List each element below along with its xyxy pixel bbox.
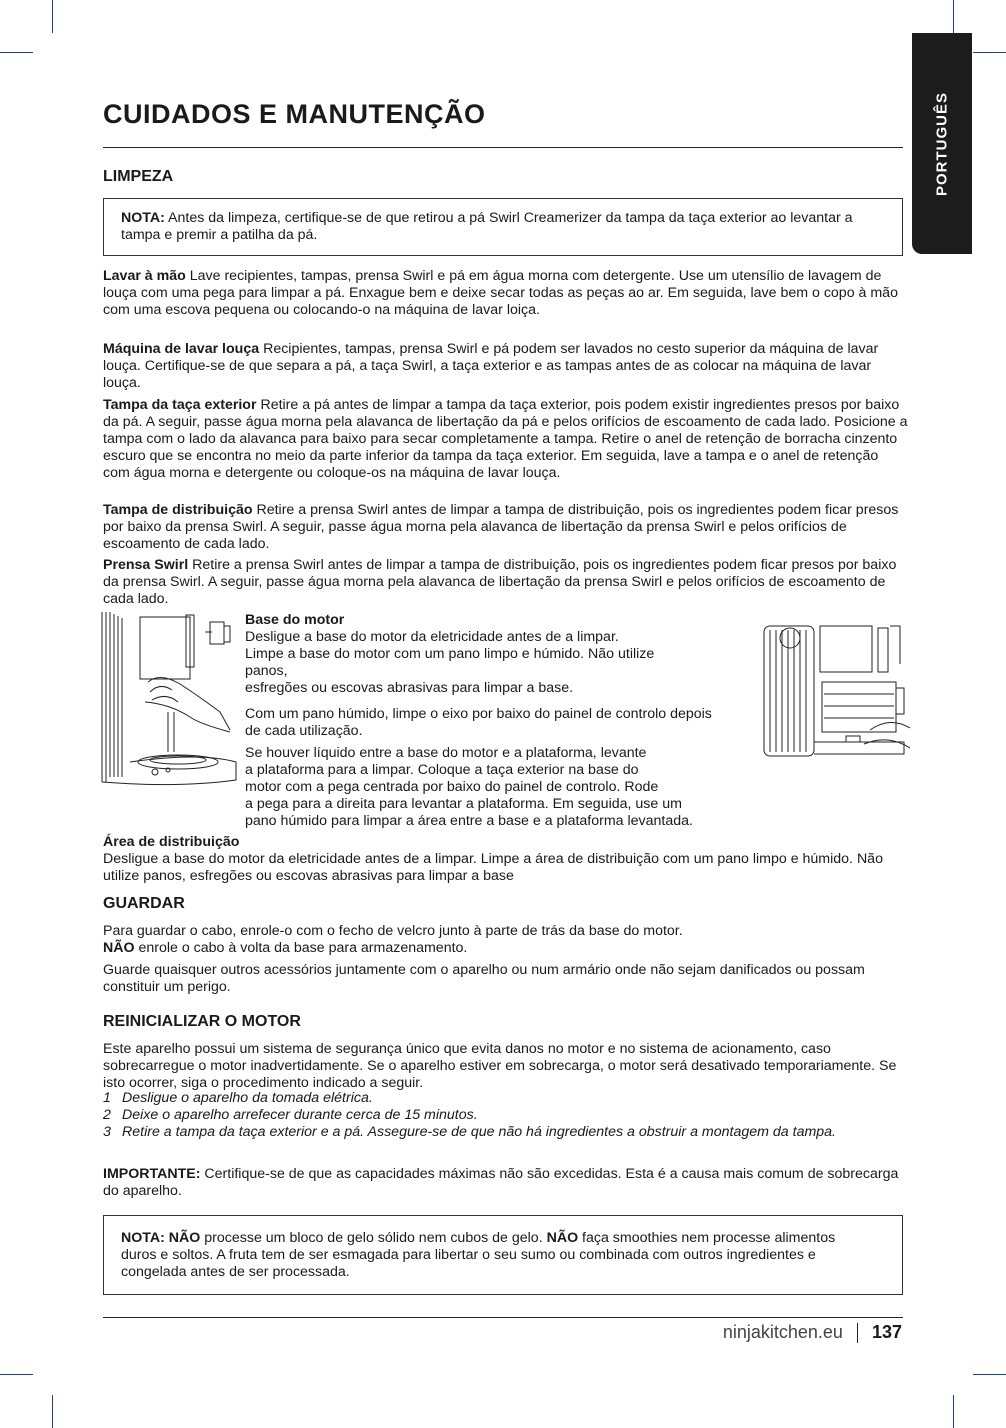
page-title: CUIDADOS E MANUTENÇÃO (103, 99, 486, 129)
note-box (103, 198, 903, 256)
paragraph-base-1: Desligue a base do motor da eletricidade antes de a limpar. Limpe a base do motor com um pano limpo e húmido. Não utilize panos, esfregões ou escovas abrasivas para limpar a base. (245, 629, 655, 696)
illustration-motor-base-right (760, 624, 910, 764)
note-box-2 (103, 1215, 903, 1295)
crop-mark (0, 1374, 33, 1375)
paragraph-lavar: Lavar à mão Lave recipientes, tampas, prensa Swirl e pá em água morna com detergente. Use um utensílio de lavagem de louça com uma pega para limpar a pá. Enxague bem e deixe secar todas as peças ao ar. Em seguida, lave bem o copo à mão com uma escova pequena ou colocando-o na máquina de lavar loiça. (103, 268, 898, 318)
crop-mark (52, 0, 53, 33)
crop-mark (953, 1395, 954, 1428)
title-rule (103, 147, 903, 148)
paragraph-guardar-2: Guarde quaisquer outros acessórios juntamente com o aparelho ou num armário onde não sejam danificados ou possam constituir um perigo. (103, 962, 865, 995)
paragraph-tampa: Tampa da taça exterior Retire a pá antes de limpar a tampa da taça exterior, pois podem existir ingredientes presos por baixo da pá. A seguir, passe água morna pela alavanca de libertação da pá e pelos orifícios de escoamento de cada lado. Posicione a tampa com o lado da alavanca para baixo para secar completamente a tampa. Retire o anel de retenção de borracha cinzento escuro que se encontra no meio da parte inferior da tampa da taça exterior. Em seguida, lave a tampa e o anel de retenção com água morna e detergente ou coloque-os na máquina de lavar louça. (103, 397, 908, 481)
footer-separator (857, 1323, 858, 1343)
crop-mark (973, 1374, 1006, 1375)
footer-site: ninjakitchen.eu (722, 1322, 843, 1342)
steps-list: 1 Desligue o aparelho da tomada elétrica. 2 Deixe o aparelho arrefecer durante cerca de 15 minutos. 3 Retire a tampa da taça exterior e a pá. Assegure-se de que não há ingredientes a obstruir a montagem da tampa. (103, 1090, 837, 1140)
footer (723, 1322, 902, 1343)
subheading-area-distribuicao: Área de distribuição (103, 834, 240, 850)
note-text-2: NOTA: NÃO processe um bloco de gelo sólido nem cubos de gelo. NÃO faça smoothies nem processe alimentos duros e soltos. A fruta tem de ser esmagada para libertar o seu sumo ou combinada com outros ingredientes e congelada antes de ser processada. (121, 1230, 836, 1280)
section-heading-limpeza: LIMPEZA (103, 168, 174, 185)
crop-mark (52, 1395, 53, 1428)
language-tab-label: PORTUGUÊS (933, 91, 951, 196)
paragraph-maquina: Máquina de lavar louça Recipientes, tampas, prensa Swirl e pá podem ser lavados no cesto superior da máquina de lavar louça. Certifique-se de que separa a pá, a taça Swirl, a taça exterior e as tampas antes de as colocar na máquina de lavar louça. (103, 341, 879, 391)
paragraph-base-3: Se houver líquido entre a base do motor e a plataforma, levante a plataforma para a limpar. Coloque a taça exterior na base do motor com a pega centrada por baixo do painel de controlo. Rode a pega para a direita para levantar a plataforma. Em seguida, use um pano húmido para limpar a área entre a base e a plataforma levantada. (245, 745, 693, 829)
paragraph-importante: IMPORTANTE: Certifique-se de que as capacidades máximas não são excedidas. Esta é a causa mais comum de sobrecarga do aparelho. (103, 1166, 899, 1199)
footer-rule (103, 1317, 903, 1318)
section-heading-reinicializar: REINICIALIZAR O MOTOR (103, 1013, 301, 1030)
paragraph-area: Desligue a base do motor da eletricidade antes de a limpar. Limpe a área de distribuição com um pano limpo e húmido. Não utilize panos, esfregões ou escovas abrasivas para limpar a base (103, 851, 883, 884)
section-heading-guardar: GUARDAR (103, 895, 185, 912)
paragraph-reinicializar: Este aparelho possui um sistema de segurança único que evita danos no motor e no sistema de acionamento, caso sobrecarregue o motor inadvertidamente. Se o aparelho estiver em sobrecarga, o motor será desativado temporariamente. Se isto ocorrer, siga o procedimento indicado a seguir. (103, 1041, 897, 1091)
paragraph-distribuicao: Tampa de distribuição Retire a prensa Swirl antes de limpar a tampa de distribuição, pois os ingredientes podem ficar presos por baixo da prensa Swirl. A seguir, passe água morna pela alavanca de libertação da prensa Swirl e pelos orifícios de escoamento de cada lado. (103, 502, 899, 552)
crop-mark (0, 52, 33, 53)
paragraph-base-2: Com um pano húmido, limpe o eixo por baixo do painel de controlo depois de cada utilização. (245, 706, 712, 739)
crop-mark (973, 52, 1006, 53)
note-text: NOTA: Antes da limpeza, certifique-se de que retirou a pá Swirl Creamerizer da tampa da taça exterior ao levantar a tampa e premir a patilha da pá. (121, 210, 853, 243)
illustration-motor-base-left (100, 612, 242, 792)
crop-mark (953, 0, 954, 33)
paragraph-guardar-1: Para guardar o cabo, enrole-o com o fecho de velcro junto à parte de trás da base do motor. NÃO enrole o cabo à volta da base para armazenamento. (103, 923, 683, 956)
page-number: 137 (871, 1322, 902, 1342)
language-tab (912, 33, 972, 254)
paragraph-prensa: Prensa Swirl Retire a prensa Swirl antes de limpar a tampa de distribuição, pois os ingredientes podem ficar presos por baixo da prensa Swirl. A seguir, passe água morna pela alavanca de libertação da prensa Swirl e pelos orifícios de escoamento de cada lado. (103, 557, 897, 607)
subheading-base-motor: Base do motor (245, 612, 345, 628)
